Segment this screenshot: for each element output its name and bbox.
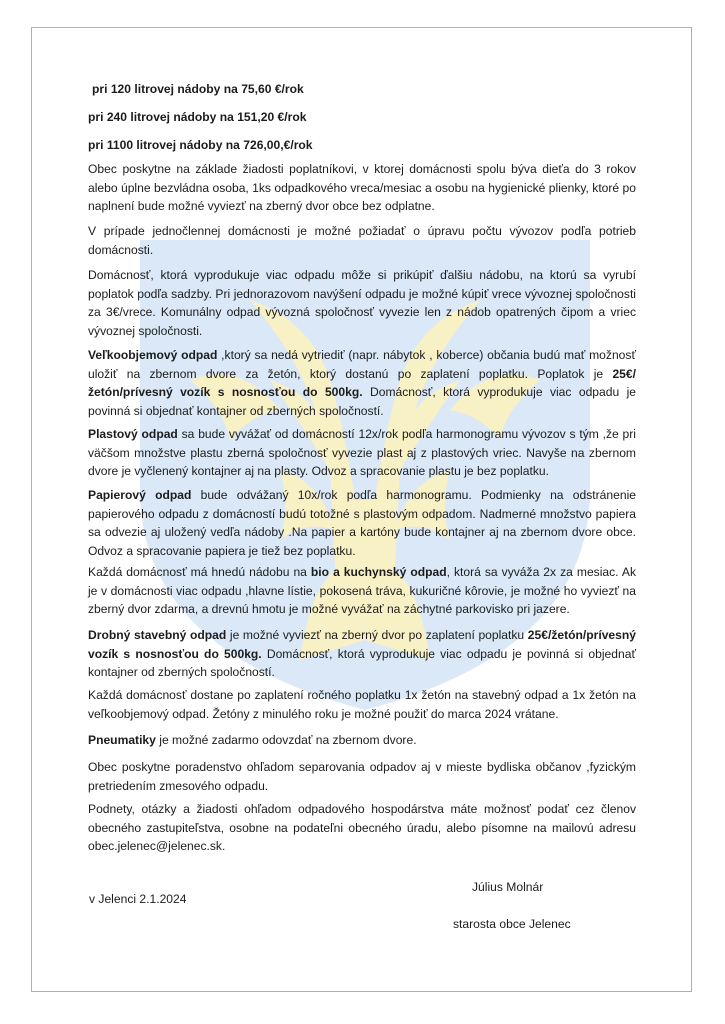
paragraph-bulky-waste: Veľkoobjemový odpad ,ktorý sa nedá vytriediť (napr. nábytok , koberce) občania budú mať možnosť uložiť na zbernom dvore za žetón, ktorý dostanú po zaplatení poplatku. Poplatok je 25€/žetón/prívesný vozík s nosnosťou do 500kg. Domácnosť, ktorá vyprodukuje viac odpadu je povinná si objednať kontajner od zberných spoločností.	[88, 348, 636, 418]
paragraph-advisory: Obec poskytne poradenstvo ohľadom separovania odpadov aj v mieste bydliska občanov ,fyzickým pretriedením zmesového odpadu.	[88, 760, 636, 793]
paragraph-child-support: Obec poskytne na základe žiadosti poplatníkovi, v ktorej domácnosti spolu býva dieťa do 3 rokov alebo úplne bezvládna osoba, 1ks odpadkového vreca/mesiac a osobu na hygienické plienky, ktoré po naplnení bude možné vyviezť na zberný dvor obce bez odplatne.	[88, 162, 636, 214]
place-date: v Jelenci 2.1.2024	[89, 892, 187, 906]
heading-bio-waste: bio a kuchynský odpad	[310, 565, 447, 579]
heading-bulky-waste: Veľkoobjemový odpad	[88, 348, 218, 362]
heading-plastic-waste: Plastový odpad	[88, 427, 178, 441]
paragraph-construction-waste: Drobný stavebný odpad je možné vyviezť na zberný dvor po zaplatení poplatku 25€/žetón/prívesný vozík s nosnosťou do 500kg. Domácnosť, ktorá vyprodukuje viac odpadu je povinná si objednať kontajner od zberných spoločností.	[88, 628, 636, 680]
paragraph-bio-waste: Každá domácnosť má hnedú nádobu na bio a kuchynský odpad, ktorá sa vyváža 2x za mesiac. Ak je v domácnosti viac odpadu ,hlavne lístie, pokosená tráva, kukuričné kôrovie, je možné ho vyviezť na zberný dvor zdarma, a drevnú hmotu je možné vyvážať na záchytné parkovisko pri jazere.	[88, 565, 636, 617]
paragraph-single-household: V prípade jednočlennej domácnosti je možné požiadať o úpravu počtu vývozov podľa potrieb domácnosti.	[88, 224, 636, 257]
paragraph-tires: Pneumatiky je možné zadarmo odovzdať na zbernom dvore.	[88, 733, 417, 747]
price-line-120l: pri 120 litrovej nádoby na 75,60 €/rok	[92, 82, 304, 96]
heading-tires: Pneumatiky	[88, 733, 156, 747]
signer-name: Július Molnár	[472, 880, 544, 894]
price-line-240l: pri 240 litrovej nádoby na 151,20 €/rok	[88, 110, 307, 124]
paragraph-contact: Podnety, otázky a žiadosti ohľadom odpadového hospodárstva máte možnosť podať cez členov obecného zastupiteľstva, osobne na podateľni obecného úradu, alebo písomne na mailovú adresu obec.jelenec@jelenec.sk.	[88, 802, 636, 854]
construction-waste-fee: 25€/žetón/prívesný vozík s nosnosťou do 500kg.	[88, 628, 636, 661]
bulky-waste-fee: 25€/žetón/prívesný vozík s nosnosťou do 500kg.	[88, 366, 636, 400]
paragraph-paper-waste: Papierový odpad bude odvážaný 10x/rok podľa harmonogramu. Podmienky na odstránenie papierového odpadu z domácností budú totožné s plastovým odpadom. Nadmerné množstvo papiera sa odvezie aj uložený vedľa nádoby .Na papier a kartóny bude kontajner aj na zbernom dvore obce. Odvoz a spracovanie papiera je tiež bez poplatku.	[88, 488, 636, 558]
paragraph-extra-waste: Domácnosť, ktorá vyprodukuje viac odpadu môže si prikúpiť ďalšiu nádobu, na ktorú sa vyrubí poplatok podľa sadzby. Pri jednorazovom navýšení odpadu je možné kúpiť vrece vývoznej spoločnosti za 3€/vrece. Komunálny odpad vývozná spoločnosť vyvezie len z nádob opatrených čipom a vriec vývoznej spoločnosti.	[88, 268, 636, 338]
paragraph-plastic-waste: Plastový odpad sa bude vyvážať od domácností 12x/rok podľa harmonogramu vývozov s tým ,že pri väčšom množstve plastu zberná spoločnosť vyvezie plast aj z plastových vriec. Navyše na zbernom dvore je vyčlenený kontajner aj na plasty. Odvoz a spracovanie plastu je bez poplatku.	[88, 427, 636, 479]
price-line-1100l: pri 1100 litrovej nádoby na 726,00,€/rok	[88, 138, 313, 152]
paragraph-tokens: Každá domácnosť dostane po zaplatení ročného poplatku 1x žetón na stavebný odpad a 1x žetón na veľkoobjemový odpad. Žetóny z minulého roku je možné použiť do marca 2024 vrátane.	[88, 688, 636, 721]
signer-title: starosta obce Jelenec	[453, 917, 571, 931]
heading-paper-waste: Papierový odpad	[88, 488, 192, 502]
heading-construction-waste: Drobný stavebný odpad	[88, 628, 227, 642]
